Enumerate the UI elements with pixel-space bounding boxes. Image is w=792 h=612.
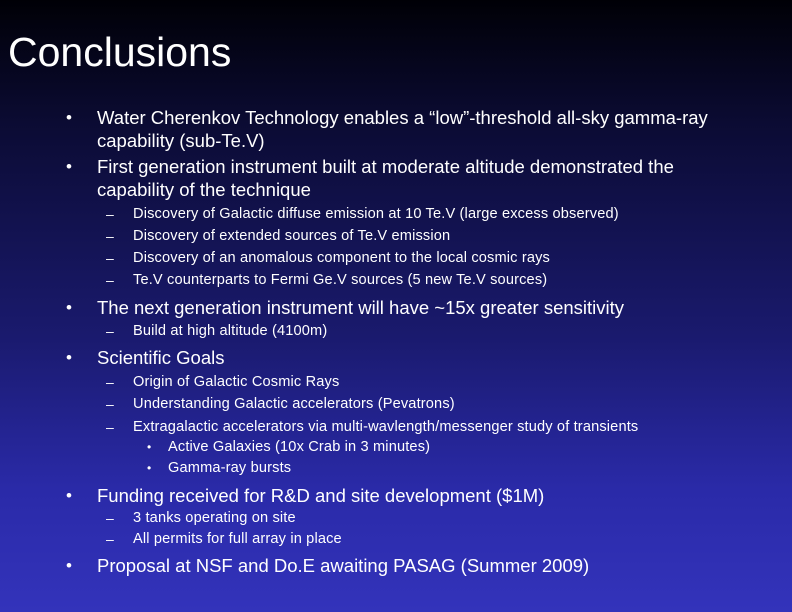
- sub-item-pevatrons: Understanding Galactic accelerators (Pevatrons): [133, 396, 455, 412]
- dash-marker: –: [106, 531, 114, 547]
- dash-marker: –: [106, 374, 114, 390]
- bullet-marker: •: [147, 461, 152, 475]
- bullet-marker: •: [66, 486, 72, 505]
- bullet-text-proposal: Proposal at NSF and Do.E awaiting PASAG (Summer 2009): [97, 555, 590, 576]
- dash-marker: –: [106, 419, 114, 435]
- sub-item-extended-sources: Discovery of extended sources of Te.V emission: [133, 228, 451, 244]
- dash-marker: –: [106, 323, 114, 339]
- bullet-text-first-generation: First generation instrument built at moderate altitude demonstrated the capability of the technique: [97, 156, 674, 200]
- bullet-marker: •: [66, 298, 72, 317]
- dash-marker: –: [106, 272, 114, 288]
- dash-marker: –: [106, 228, 114, 244]
- slide-title: Conclusions: [8, 29, 232, 75]
- bullet-text-next-generation: The next generation instrument will have ~15x greater sensitivity: [97, 297, 625, 318]
- bullet-marker: •: [66, 556, 72, 575]
- dash-marker: –: [106, 396, 114, 412]
- dash-marker: –: [106, 250, 114, 266]
- bullet-text-scientific-goals: Scientific Goals: [97, 347, 225, 368]
- bullet-marker: •: [66, 108, 72, 127]
- sub-item-high-altitude: Build at high altitude (4100m): [133, 323, 328, 339]
- dash-marker: –: [106, 206, 114, 222]
- sub-item-cosmic-ray-origin: Origin of Galactic Cosmic Rays: [133, 374, 340, 390]
- sub-item-permits: All permits for full array in place: [133, 531, 342, 547]
- sub-item-extragalactic: Extragalactic accelerators via multi-wavlength/messenger study of transients: [133, 419, 639, 435]
- sub-item-fermi-counterparts: Te.V counterparts to Fermi Ge.V sources (5 new Te.V sources): [133, 272, 548, 288]
- bullet-marker: •: [66, 157, 72, 176]
- sub-item-tanks-operating: 3 tanks operating on site: [133, 510, 296, 526]
- bullet-marker: •: [66, 348, 72, 367]
- bullet-text-cherenkov: Water Cherenkov Technology enables a “low”-threshold all-sky gamma-ray capability (sub-Te.V): [97, 107, 708, 151]
- subsub-item-gamma-ray-bursts: Gamma-ray bursts: [168, 460, 292, 476]
- bullet-text-funding: Funding received for R&D and site development ($1M): [97, 485, 545, 506]
- sub-item-diffuse-emission: Discovery of Galactic diffuse emission at 10 Te.V (large excess observed): [133, 206, 619, 222]
- dash-marker: –: [106, 510, 114, 526]
- bullet-marker: •: [147, 440, 152, 454]
- sub-item-cosmic-rays: Discovery of an anomalous component to the local cosmic rays: [133, 250, 551, 266]
- subsub-item-active-galaxies: Active Galaxies (10x Crab in 3 minutes): [168, 439, 431, 455]
